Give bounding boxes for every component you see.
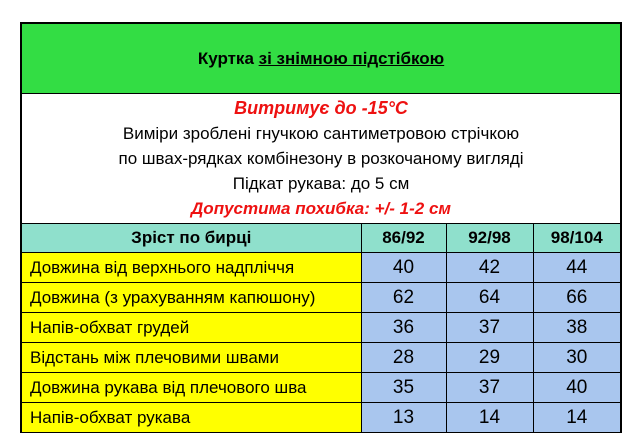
table-cell: 64 (446, 283, 533, 313)
note-row (21, 171, 621, 196)
measurement-note: Виміри зроблені гнучкою сантиметровою стрічкою (21, 121, 621, 146)
table-cell: 37 (446, 313, 533, 343)
column-header-size: 86/92 (361, 224, 446, 253)
column-header-height: Зріст по бирці (21, 224, 361, 253)
table-row (21, 283, 621, 313)
table-row (21, 253, 621, 283)
product-title (21, 23, 621, 94)
row-label: Напів-обхват грудей (21, 313, 361, 343)
note-row (21, 196, 621, 224)
table-cell: 40 (533, 373, 621, 403)
note-row (21, 94, 621, 122)
table-cell: 28 (361, 343, 446, 373)
row-label: Напів-обхват рукава (21, 403, 361, 433)
tolerance-note: Допустима похибка: +/- 1-2 см (21, 196, 621, 224)
table-cell: 44 (533, 253, 621, 283)
table-row (21, 373, 621, 403)
row-label: Довжина рукава від плечового шва (21, 373, 361, 403)
note-row (21, 146, 621, 171)
table-cell: 35 (361, 373, 446, 403)
product-title-prefix: Куртка (197, 48, 259, 68)
table-cell: 40 (361, 253, 446, 283)
table-cell: 13 (361, 403, 446, 433)
table-cell: 38 (533, 313, 621, 343)
table-cell: 29 (446, 343, 533, 373)
table-cell: 42 (446, 253, 533, 283)
table-row (21, 403, 621, 433)
column-header-size: 98/104 (533, 224, 621, 253)
row-label: Довжина від верхнього надпліччя (21, 253, 361, 283)
header-row (21, 224, 621, 253)
sleeve-cuff-note: Підкат рукава: до 5 см (21, 171, 621, 196)
table-cell: 36 (361, 313, 446, 343)
table-row (21, 313, 621, 343)
product-title-underlined: зі знімною підстібкою (258, 48, 445, 68)
column-header-size: 92/98 (446, 224, 533, 253)
table-cell: 37 (446, 373, 533, 403)
table-cell: 66 (533, 283, 621, 313)
table-row (21, 343, 621, 373)
measurement-method-note: по швах-рядках комбінезону в розкочаному вигляді (21, 146, 621, 171)
table-cell: 62 (361, 283, 446, 313)
row-label: Відстань між плечовими швами (21, 343, 361, 373)
size-chart-table (20, 22, 622, 433)
title-row (21, 23, 621, 94)
temperature-note: Витримує до -15°C (21, 94, 621, 122)
table-cell: 14 (446, 403, 533, 433)
row-label: Довжина (з урахуванням капюшону) (21, 283, 361, 313)
note-row (21, 121, 621, 146)
table-cell: 30 (533, 343, 621, 373)
table-cell: 14 (533, 403, 621, 433)
